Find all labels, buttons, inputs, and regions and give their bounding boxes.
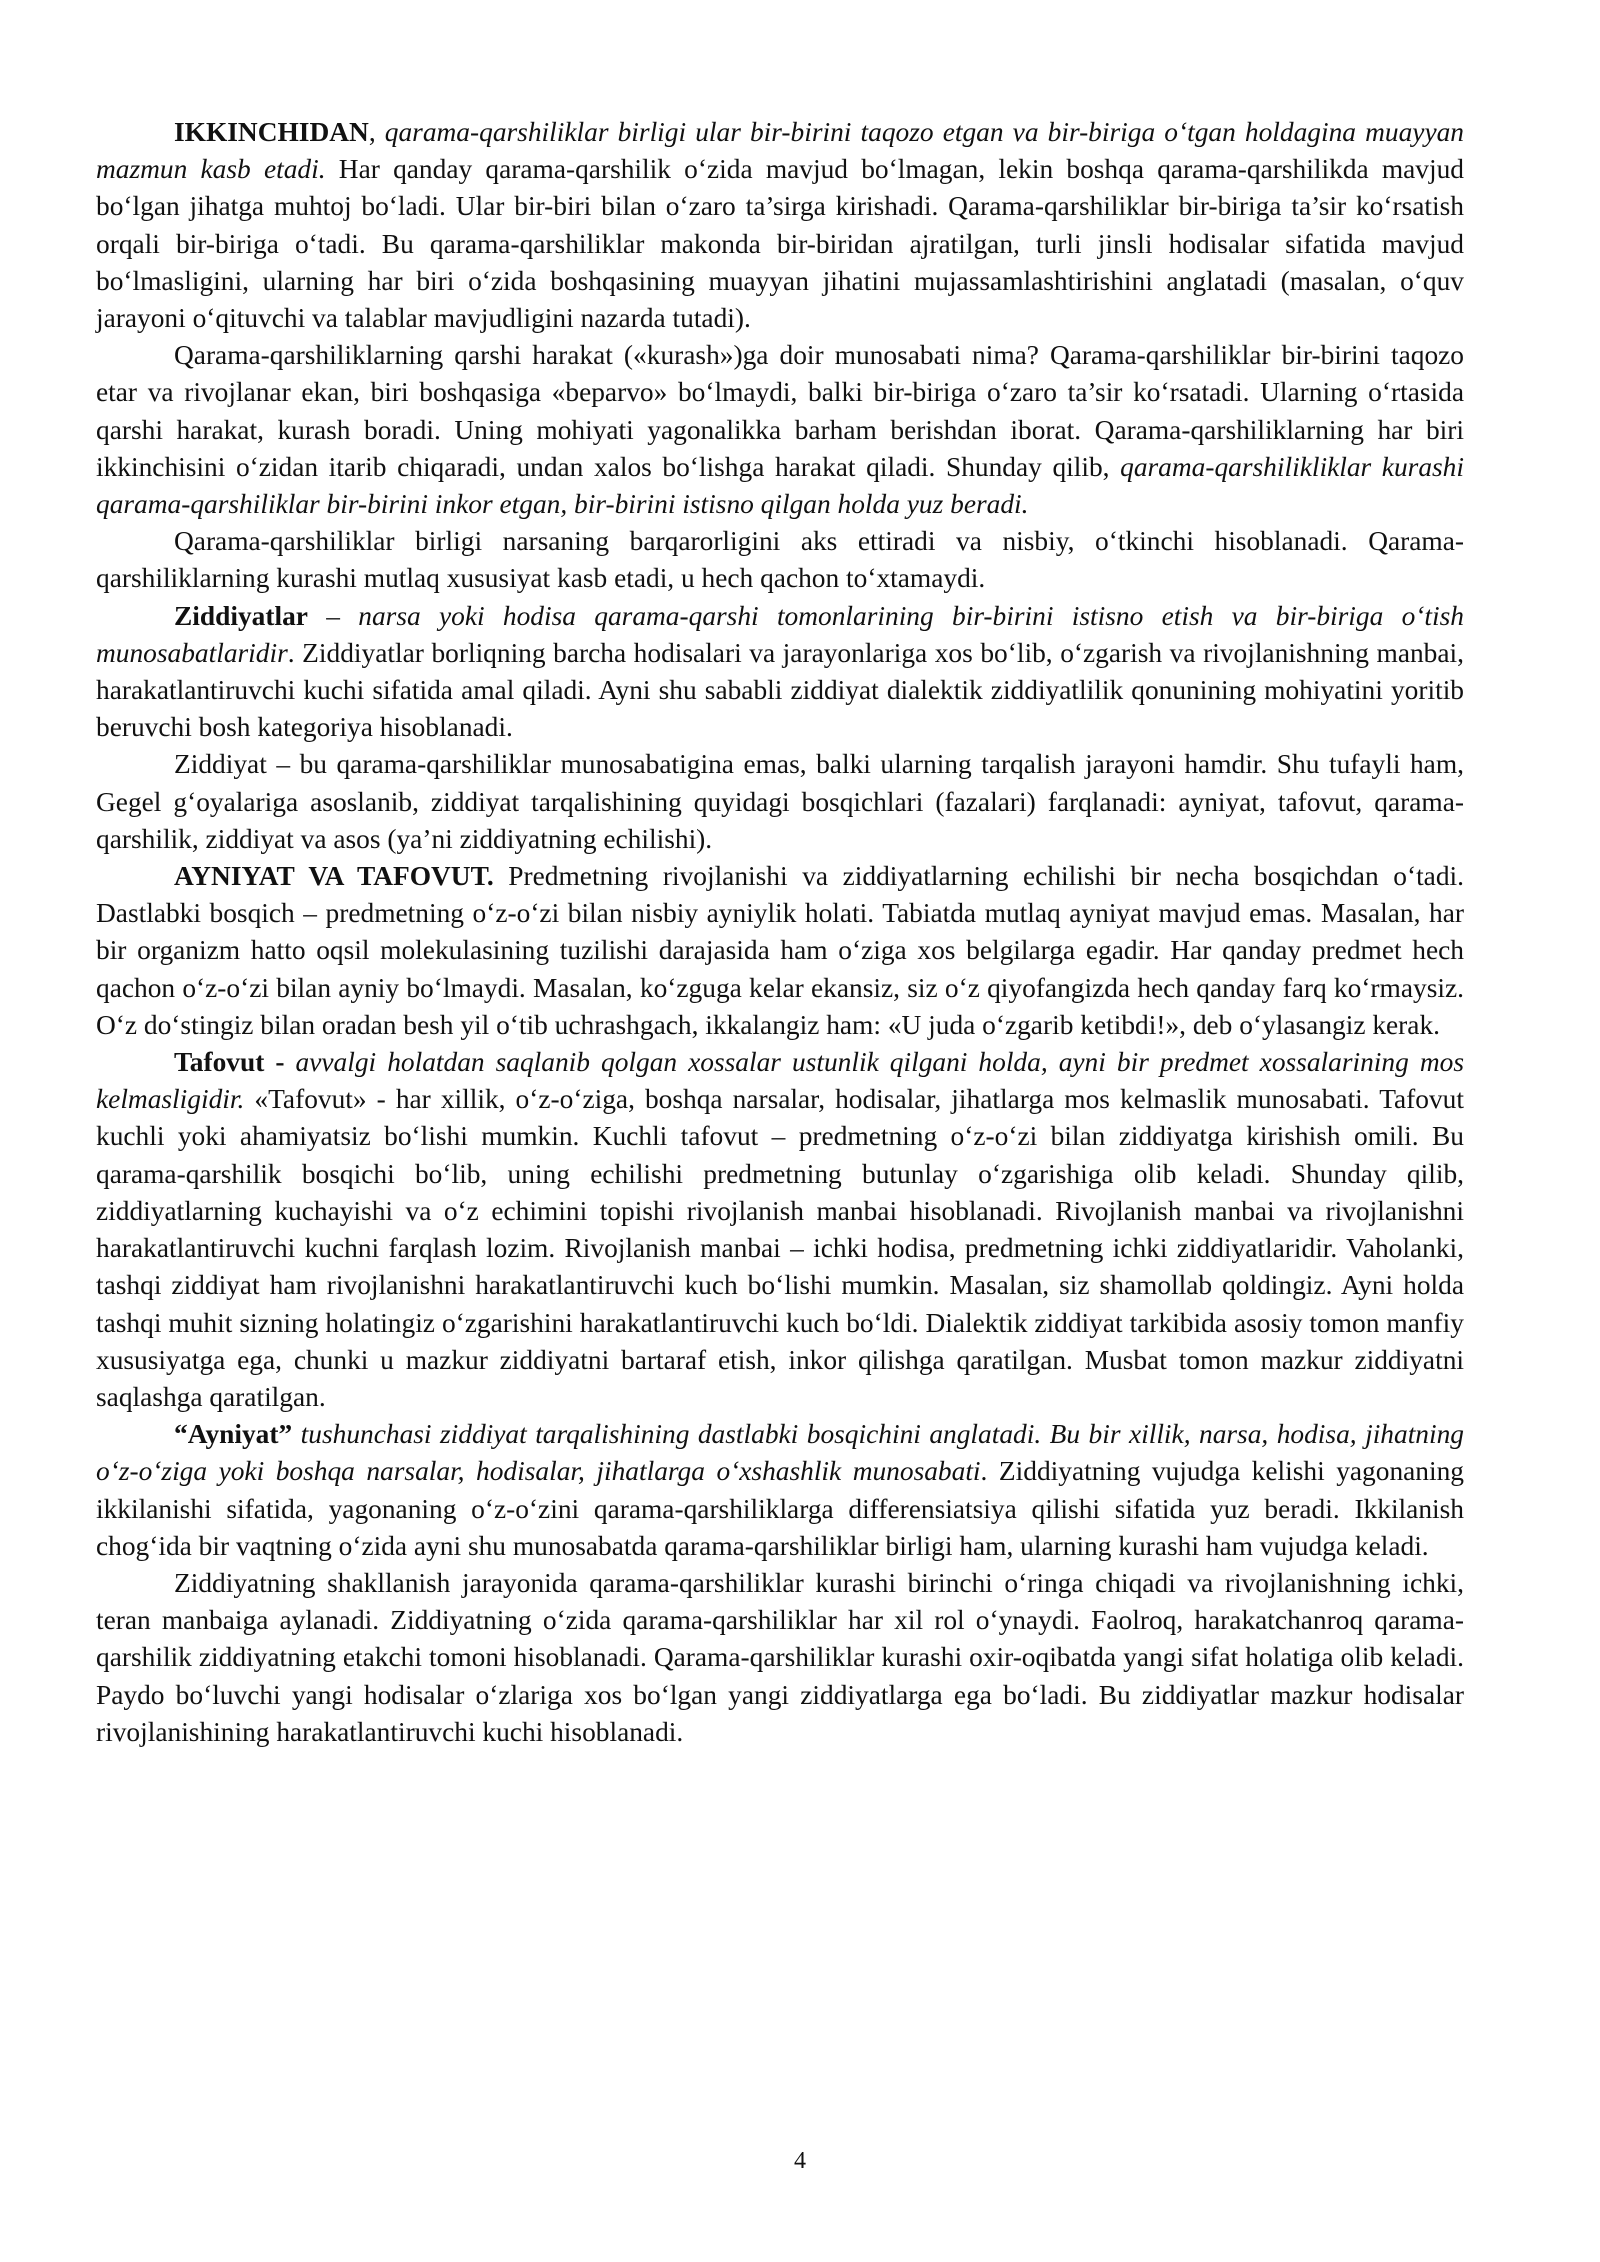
text-run: . Ziddiyatlar borliqning barcha hodisalari va jarayonlariga xos bo‘lib, o‘zgarish va rivojlanishning manbai, harakatlantiruvchi kuchi sifatida amal qiladi. Ayni shu sababli ziddiyat dialektik ziddiyatlilik qonunining mohiyatini yoritib beruvchi bosh kategoriya hisoblanadi. — [96, 637, 1464, 743]
term-heading: IKKINCHIDAN — [174, 117, 369, 147]
term-heading: “Ayniyat” — [174, 1419, 293, 1450]
italic-definition: tushunchasi ziddiyat tarqalishining dastlabki bosqichini anglatadi. Bu bir xillik, narsa, hodisa, jihatning o‘z-o‘ziga yoki boshqa narsalar, hodisalar, jihatlarga o‘xshashlik munosabati — [96, 1419, 1464, 1487]
text-run: Predmetning rivojlanishi va ziddiyatlarning echilishi bir necha bosqichdan o‘tadi. Dastlabki bosqich – predmetning o‘z-o‘zi bilan nisbiy ayniylik holati. Tabiatda mutlaq ayniyat mavjud emas. Masalan, har bir organizm hatto oqsil molekulasining tuzilishi darajasida ham o‘ziga xos belgilarga egadir. Har qanday predmet hech qachon o‘z-o‘zi bilan ayniy bo‘lmaydi. Masalan, ko‘zguga kelar ekansiz, siz o‘z qiyofangizda hech qanday farq ko‘rmaysiz. O‘z do‘stingiz bilan oradan besh yil o‘tib uchrashgach, ikkalangiz ham: «U juda o‘zgarib ketibdi!», deb o‘ylasangiz kerak. — [96, 861, 1464, 1040]
paragraph — [96, 1565, 1464, 1751]
text-run — [292, 1419, 300, 1449]
italic-definition: narsa yoki hodisa qarama-qarshi tomonlarining bir-birini istisno etish va bir-biriga o‘tish munosabatlaridir — [96, 600, 1465, 668]
italic-definition: qarama-qarshiliklar birligi ular bir-birini taqozo etgan va bir-biriga o‘tgan holdagina muayyan mazmun kasb etadi. — [96, 117, 1464, 185]
paragraph — [96, 598, 1464, 747]
text-run: Har qanday qarama-qarshilik o‘zida mavjud bo‘lmagan, lekin boshqa qarama-qarshilikda mavjud bo‘lgan jihatga muhtoj bo‘ladi. Ular bir-biri bilan o‘zaro ta’sirga kirishadi. Qarama-qarshiliklar bir-biriga ta’sir ko‘rsatish orqali bir-biriga o‘tadi. Bu qarama-qarshiliklar makonda bir-biridan ajratilgan, turli jinsli hodisalar sifatida mavjud bo‘lmasligini, ularning har biri o‘zida boshqasining muayyan jihatini mujassamlashtirishini anglatadi (masalan, o‘quv jarayoni o‘qituvchi va talablar mavjudligini nazarda tutadi). — [96, 154, 1464, 334]
text-run: «Tafovut» - har xillik, o‘z-o‘ziga, boshqa narsalar, hodisalar, jihatlarga mos kelmaslik munosabati. Tafovut kuchli yoki ahamiyatsiz bo‘lishi mumkin. Kuchli tafovut – predmetning o‘z-o‘zi bilan ziddiyatga kirishish omili. Bu qarama-qarshilik bosqichi bo‘lib, uning echilishi predmetning butunlay o‘zgarishiga olib keladi. Shunday qilib, ziddiyatlarning kuchayishi va o‘z echimini topishi rivojlanish manbai hisoblanadi. Rivojlanish manbai va rivojlanishni harakatlantiruvchi kuchni farqlash lozim. Rivojlanish manbai – ichki hodisa, predmetning ichki ziddiyatlaridir. Vaholanki, tashqi ziddiyat ham rivojlanishni harakatlantiruvchi kuch bo‘lishi mumkin. Masalan, siz shamollab qoldingiz. Ayni holda tashqi muhit sizning holatingiz o‘zgarishini harakatlantiruvchi kuch bo‘ldi. Dialektik ziddiyat tarkibida asosiy tomon manfiy xususiyatga ega, chunki u mazkur ziddiyatni bartaraf etish, inkor qilishga qaratilgan. Musbat tomon mazkur ziddiyatni saqlashga qaratilgan. — [96, 1084, 1464, 1412]
paragraph — [96, 1416, 1464, 1565]
term-heading: Ziddiyatlar — [174, 600, 308, 631]
text-run: Ziddiyatning shakllanish jarayonida qarama-qarshiliklar kurashi birinchi o‘ringa chiqadi va rivojlanishning ichki, teran manbaiga aylanadi. Ziddiyatning o‘zida qarama-qarshiliklar har xil rol o‘ynaydi. Faolroq, harakatchanroq qarama-qarshilik ziddiyatning etakchi tomoni hisoblanadi. Qarama-qarshiliklar kurashi oxir-oqibatda yangi sifat holatiga olib keladi. Paydo bo‘luvchi yangi hodisalar o‘zlariga xos bo‘lgan yangi ziddiyatlarga ega bo‘ladi. Bu ziddiyatlar mazkur hodisalar rivojlanishining harakatlantiruvchi kuchi hisoblanadi. — [96, 1567, 1464, 1747]
text-run: Qarama-qarshiliklar birligi narsaning barqarorligini aks ettiradi va nisbiy, o‘tkinchi hisoblanadi. Qarama-qarshiliklarning kurashi mutlaq xususiyat kasb etadi, u hech qachon to‘xtamaydi. — [96, 526, 1464, 594]
paragraph — [96, 337, 1464, 523]
italic-definition: qarama-qarshilikliklar kurashi qarama-qarshiliklar bir-birini inkor etgan, bir-birini istisno qilgan holda yuz beradi. — [96, 451, 1464, 520]
paragraph — [96, 858, 1464, 1044]
text-run: . Ziddiyatning vujudga kelishi yagonaning ikkilanishi sifatida, yagonaning o‘z-o‘zini qarama-qarshiliklarga differensiatsiya qilishi sifatida yuz beradi. Ikkilanish chog‘ida bir vaqtning o‘zida ayni shu munosabatda qarama-qarshiliklar birligi ham, ularning kurashi ham vujudga keladi. — [96, 1456, 1465, 1561]
italic-definition: avvalgi holatdan saqlanib qolgan xossalar ustunlik qilgani holda, ayni bir predmet xossalarining mos kelmasligidir. — [96, 1047, 1464, 1115]
paragraph — [96, 1044, 1464, 1416]
paragraph — [96, 114, 1464, 337]
page-number: 4 — [794, 2148, 806, 2174]
text-run: Ziddiyat – bu qarama-qarshiliklar munosabatigina emas, balki ularning tarqalish jarayoni hamdir. Shu tufayli ham, Gegel g‘oyalariga asoslanib, ziddiyat tarqalishining quyidagi bosqichlari (fazalari) farqlanadi: ayniyat, tafovut, qarama-qarshilik, ziddiyat va asos (ya’ni ziddiyatning echilishi). — [96, 749, 1464, 854]
document-body — [96, 114, 1464, 1751]
text-run — [284, 1047, 295, 1077]
term-heading: AYNIYAT VA TAFOVUT. — [174, 861, 494, 892]
paragraph — [96, 746, 1464, 858]
text-run: – — [307, 600, 359, 631]
text-run: , — [368, 117, 385, 147]
paragraph — [96, 523, 1464, 597]
text-run: Qarama-qarshiliklarning qarshi harakat («kurash»)ga doir munosabati nima? Qarama-qarshiliklar bir-birini taqozo etar va rivojlanar ekan, biri boshqasiga «beparvo» bo‘lmaydi, balki bir-biriga o‘zaro ta’sir ko‘rsatadi. Ularning o‘rtasida qarshi harakat, kurash boradi. Uning mohiyati yagonalikka barham berishdan iborat. Qarama-qarshiliklarning har biri ikkinchisini o‘zidan itarib chiqaradi, undan xalos bo‘lishga harakat qiladi. Shunday qilib, — [96, 340, 1464, 482]
term-heading: Tafovut - — [174, 1047, 285, 1078]
